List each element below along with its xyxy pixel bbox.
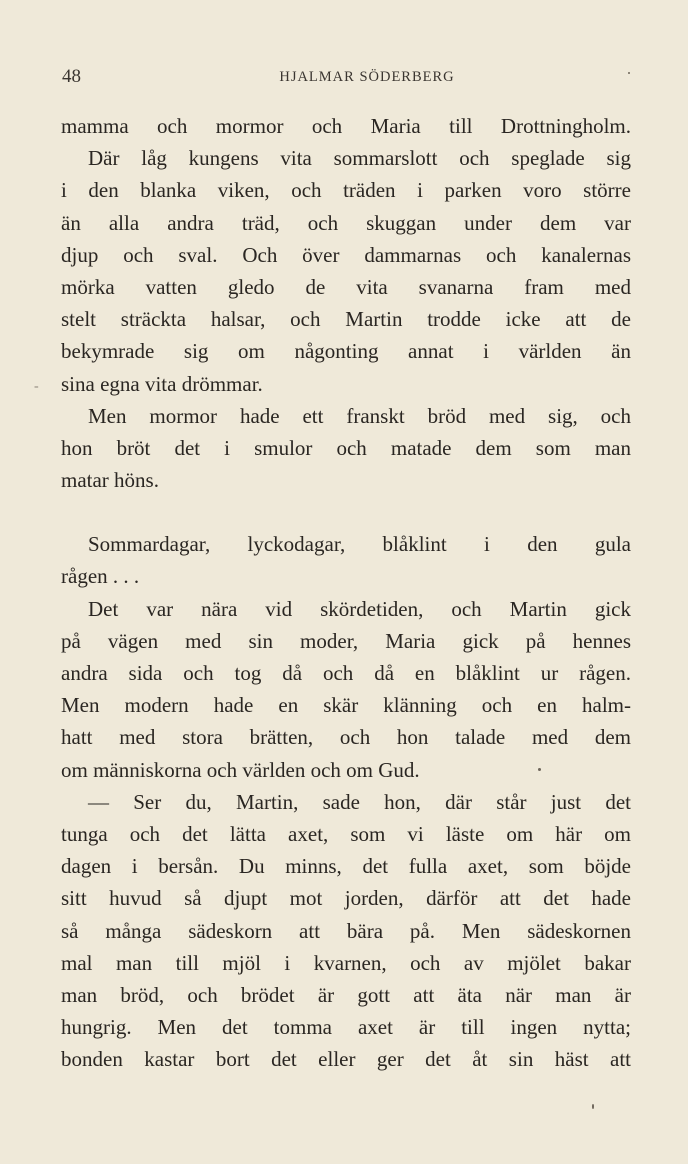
text-line: sina egna vita drömmar.: [61, 371, 263, 396]
running-head: HJALMAR SÖDERBERG: [279, 69, 455, 85]
text-line: dagen i bersån. Du minns, det fulla axet, som böjde: [61, 854, 631, 879]
text-line: man bröd, och brödet är gott att äta när man är: [61, 982, 631, 1007]
paper-speck: [538, 768, 541, 771]
paper-speck: [628, 72, 630, 74]
text-line: hungrig. Men det tomma axet är till ingen nytta;: [61, 1015, 631, 1040]
text-line: hon bröt det i smulor och matade dem som man: [61, 435, 631, 460]
text-line: Det var nära vid skördetiden, och Martin gick: [88, 596, 631, 621]
text-line: bekymrade sig om någonting annat i världen än: [61, 339, 631, 364]
paragraph-1: [61, 110, 631, 400]
text-line: andra sida och tog då och då en blåklint ur rågen.: [61, 661, 631, 685]
text-line: Sommardagar, lyckodagar, blåklint i den gula: [88, 532, 631, 557]
paragraph-4: [61, 593, 631, 786]
paragraph-3: [61, 528, 631, 592]
text-line: i den blanka viken, och träden i parken voro större: [61, 178, 631, 203]
text-line: på vägen med sin moder, Maria gick på hennes: [61, 628, 631, 653]
text-line: — Ser du, Martin, sade hon, där står just det: [88, 789, 631, 814]
text-line: mamma och mormor och Maria till Drottningholm.: [61, 114, 631, 138]
text-line: Där låg kungens vita sommarslott och speglade sig: [88, 146, 631, 171]
text-line: matar höns.: [61, 468, 159, 493]
text-line: rågen . . .: [61, 564, 140, 589]
text-line: sitt huvud så djupt mot jorden, därför att det hade: [61, 886, 631, 911]
section-break: [61, 496, 631, 528]
body-text: [61, 110, 631, 1075]
text-line: djup och sval. Och över dammarnas och kanalernas: [61, 242, 631, 267]
text-line: mal man till mjöl i kvarnen, och av mjölet bakar: [61, 950, 631, 975]
text-line: om människorna och världen och om Gud.: [61, 757, 420, 782]
text-line: tunga och det lätta axet, som vi läste om här om: [61, 821, 631, 846]
text-line: Men mormor hade ett franskt bröd med sig, och: [88, 403, 631, 428]
text-line: så många sädeskorn att bära på. Men sädeskornen: [61, 918, 631, 943]
text-line: Men modern hade en skär klänning och en halm-: [61, 693, 631, 718]
text-line: stelt sträckta halsar, och Martin trodde icke att de: [61, 307, 631, 332]
paragraph-2: [61, 400, 631, 497]
paragraph-5: [61, 786, 631, 1076]
text-line: än alla andra träd, och skuggan under dem var: [61, 210, 631, 235]
text-line: mörka vatten gledo de vita svanarna fram med: [61, 274, 631, 299]
page-header: [62, 66, 632, 96]
page-number: 48: [62, 66, 81, 87]
text-line: hatt med stora brätten, och hon talade med dem: [61, 725, 631, 750]
margin-mark: -: [34, 379, 39, 394]
text-line: bonden kastar bort det eller ger det åt sin häst att: [61, 1047, 631, 1072]
paper-speck: [592, 1104, 594, 1109]
